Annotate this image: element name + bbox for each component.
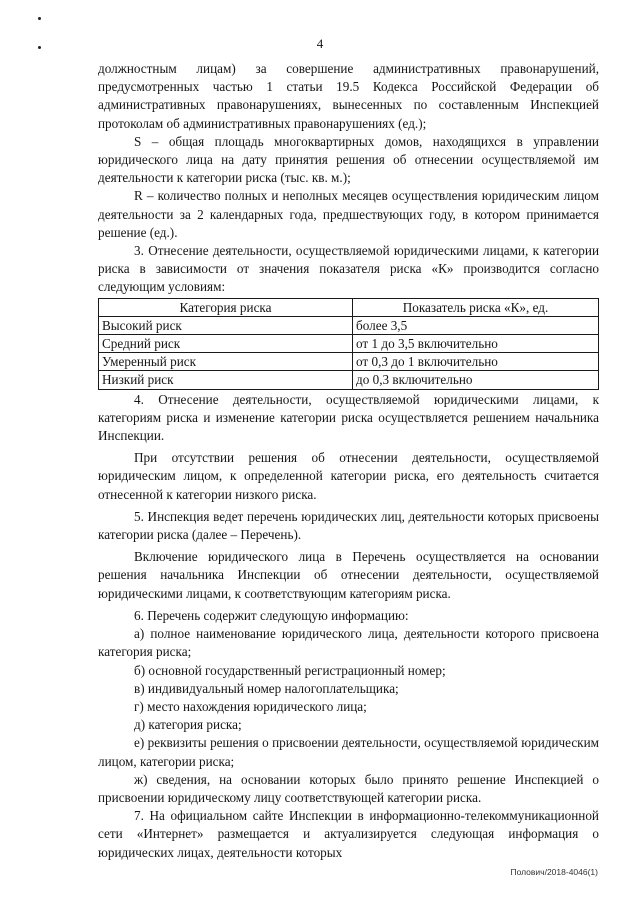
document-code: Полович/2018-4046(1) bbox=[510, 867, 598, 877]
paragraph: При отсутствии решения об отнесении деятельности, осуществляемой юридическим лицом, к определенной категории риска, его деятельность считается отнесенной к категории низкого риска. bbox=[98, 450, 599, 502]
paragraph: 7. На официальном сайте Инспекции в информационно-телекоммуникационной сети «Интернет» размещается и актуализируется следующая информация о юридических лицах, деятельности которых bbox=[98, 808, 599, 860]
table-cell: Низкий риск bbox=[99, 371, 353, 389]
page-number: 4 bbox=[316, 36, 324, 51]
table-row bbox=[99, 335, 599, 353]
paragraph: 6. Перечень содержит следующую информацию: bbox=[134, 607, 409, 623]
paragraph: должностным лицам) за совершение административных правонарушений, предусмотренных частью 1 статьи 19.5 Кодекса Российской Федерации об административных правонарушениях, вынесенных по составленным Инспекцией протоколам об административных правонарушениях (ед.); bbox=[98, 61, 599, 131]
column-header: Категория риска bbox=[99, 298, 353, 316]
paragraph: 5. Инспекция ведет перечень юридических лиц, деятельности которых присвоены категории риска (далее – Перечень). bbox=[98, 508, 599, 543]
table-header-row bbox=[99, 298, 599, 316]
list-item: д) категория риска; bbox=[134, 717, 242, 733]
table-row bbox=[99, 371, 599, 389]
table-cell: Высокий риск bbox=[99, 316, 353, 334]
paragraph: Включение юридического лица в Перечень осуществляется на основании решения начальника Инспекции об отнесении деятельности, осуществляемой юридическими лицами, к соответствующим категориям риска. bbox=[98, 549, 599, 601]
risk-category-table bbox=[98, 298, 599, 390]
list-item: б) основной государственный регистрационный номер; bbox=[134, 662, 446, 678]
list-item: е) реквизиты решения о присвоении деятельности, осуществляемой юридическим лицом, категории риска; bbox=[98, 735, 599, 769]
table-row bbox=[99, 353, 599, 371]
paragraph: S – общая площадь многоквартирных домов, находящихся в управлении юридического лица на дату принятия решения об отнесении осуществляемой им деятельности к категории риска (тыс. кв. м.); bbox=[98, 133, 599, 186]
list-item: а) полное наименование юридического лица, деятельности которого присвоена категория риска; bbox=[98, 626, 599, 660]
list-item: ж) сведения, на основании которых было принято решение Инспекцией о присвоении юридическому лицу соответствующей категории риска. bbox=[98, 771, 599, 805]
scan-mark bbox=[38, 17, 41, 20]
list-item: г) место нахождения юридического лица; bbox=[134, 698, 367, 714]
document-body bbox=[98, 60, 599, 862]
column-header: Показатель риска «К», ед. bbox=[353, 298, 599, 316]
paragraph: R – количество полных и неполных месяцев осуществления юридическим лицом деятельности за 2 календарных года, предшествующих году, в котором принимается решение (ед.). bbox=[98, 188, 599, 240]
table-cell: более 3,5 bbox=[353, 316, 599, 334]
table-cell: Умеренный риск bbox=[99, 353, 353, 371]
list-item: в) индивидуальный номер налогоплательщика; bbox=[134, 680, 399, 696]
table-cell: от 0,3 до 1 включительно bbox=[353, 353, 599, 371]
paragraph: 3. Отнесение деятельности, осуществляемой юридическими лицами, к категории риска в зависимости от значения показателя риска «К» производится согласно следующим условиям: bbox=[98, 243, 599, 295]
paragraph: 4. Отнесение деятельности, осуществляемой юридическими лицами, к категориям риска и изменение категории риска осуществляется решением начальника Инспекции. bbox=[98, 391, 599, 444]
table-row bbox=[99, 316, 599, 334]
table-cell: до 0,3 включительно bbox=[353, 371, 599, 389]
table-cell: от 1 до 3,5 включительно bbox=[353, 335, 599, 353]
table-cell: Средний риск bbox=[99, 335, 353, 353]
